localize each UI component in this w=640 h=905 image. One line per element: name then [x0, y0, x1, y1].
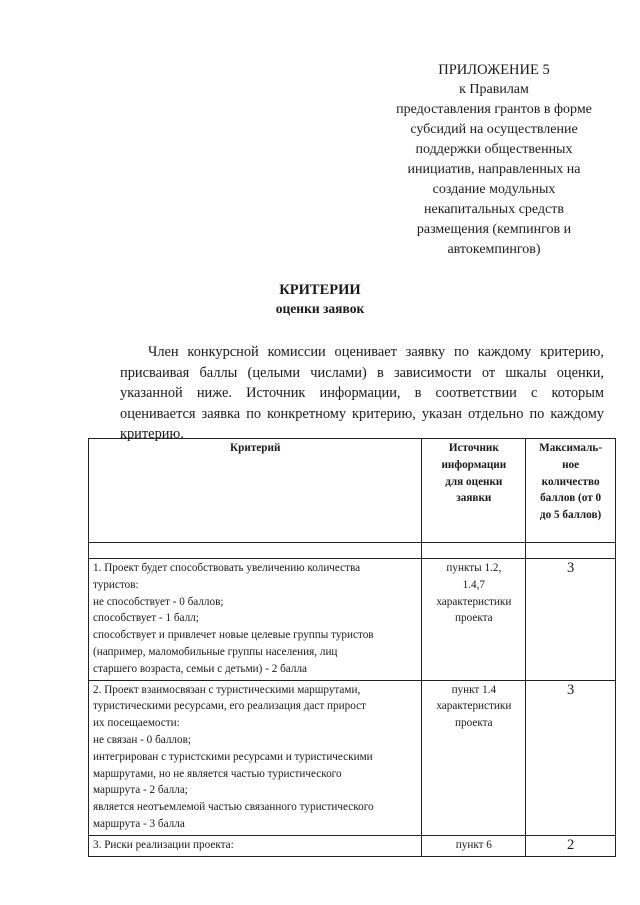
source-cell [422, 835, 526, 856]
criterion-line: их посещаемости: [93, 717, 180, 730]
table-row [89, 680, 616, 835]
source-line: характеристики [436, 700, 512, 713]
criteria-table [88, 438, 616, 857]
table-spacer-row [89, 543, 616, 559]
appendix-line: создание модульных [432, 182, 556, 197]
table-row [89, 835, 616, 856]
header-source-line: заявки [456, 492, 492, 505]
criterion-line: туристическими ресурсами, его реализация даст прирост [93, 700, 366, 713]
max-score-cell: 3 [526, 559, 616, 681]
header-max-line: Максималь- [539, 442, 603, 454]
source-line: пункт 1.4 [451, 683, 497, 696]
appendix-line: инициатив, направленных на [407, 162, 581, 177]
source-line: 1.4,7 [462, 578, 486, 591]
source-cell [422, 559, 526, 681]
header-max-line: ное [562, 458, 580, 471]
header-max-score [526, 439, 616, 543]
appendix-line: размещения (кемпингов и [416, 222, 572, 237]
criterion-line: способствует и привлечет новые целевые группы туристов [93, 629, 374, 642]
header-source-line: информации [441, 458, 507, 471]
table-header-row [89, 439, 616, 543]
criterion-cell [89, 835, 422, 856]
criterion-line: 3. Риски реализации проекта: [93, 838, 234, 851]
source-cell [422, 680, 526, 835]
criterion-line: 1. Проект будет способствовать увеличению количества [93, 562, 361, 574]
intro-paragraph: Член конкурсной комиссии оценивает заявку по каждому критерию, присваивая баллы (целыми числами) в зависимости от шкалы оценки, указанной ниже. Источник информации, в соответствии с которым оценивается заявка по конкретному критерию, указан отдельно по каждому критерию. [120, 344, 604, 442]
criterion-line: является неотъемлемой частью связанного туристического [93, 801, 374, 814]
max-score-cell: 3 [526, 680, 616, 835]
header-source-line: для оценки [445, 475, 503, 488]
appendix-block [372, 60, 616, 260]
criterion-line: не способствует - 0 баллов; [93, 595, 224, 608]
criterion-line: (например, маломобильные группы населения, лиц [93, 645, 338, 658]
header-source [422, 439, 526, 543]
criterion-line: старшего возраста, семьи с детьми) - 2 балла [93, 662, 307, 675]
appendix-line: к Правилам [459, 82, 529, 97]
header-source-line: Источник [448, 442, 499, 454]
source-line: пункты 1.2, [446, 562, 502, 574]
criterion-line: маршрутами, но не является частью туристического [93, 767, 342, 780]
appendix-line: предоставления грантов в форме [396, 102, 592, 117]
document-title: КРИТЕРИИ [279, 282, 361, 298]
criterion-line: туристов: [93, 578, 139, 591]
appendix-line: субсидий на осуществление [410, 122, 578, 137]
criterion-line: не связан - 0 баллов; [93, 733, 191, 746]
appendix-line: автокемпингов) [447, 242, 541, 257]
criterion-line: способствует - 1 балл; [93, 612, 199, 625]
header-max-line: баллов (от 0 [540, 492, 602, 505]
source-line: проекта [455, 612, 493, 625]
max-score-cell: 2 [526, 835, 616, 856]
appendix-title: ПРИЛОЖЕНИЕ 5 [438, 62, 550, 78]
appendix-line: некапитальных средств [423, 202, 564, 217]
header-criterion: Критерий [89, 439, 422, 543]
table-row [89, 559, 616, 681]
criterion-cell [89, 680, 422, 835]
header-max-line: количество [541, 475, 600, 488]
document-subtitle: оценки заявок [275, 301, 365, 316]
source-line: проекта [455, 717, 493, 730]
source-line: пункт 6 [455, 838, 492, 851]
appendix-line: поддержки общественных [415, 142, 573, 157]
header-max-line: до 5 баллов) [539, 509, 602, 522]
criterion-line: интегрирован с туристскими ресурсами и туристическими [93, 750, 373, 763]
criterion-line: 2. Проект взаимосвязан с туристическими маршрутами, [93, 683, 361, 696]
criterion-line: маршрута - 3 балла [93, 817, 185, 830]
criterion-cell [89, 559, 422, 681]
source-line: характеристики [436, 595, 512, 608]
criterion-line: маршрута - 2 балла; [93, 784, 188, 797]
